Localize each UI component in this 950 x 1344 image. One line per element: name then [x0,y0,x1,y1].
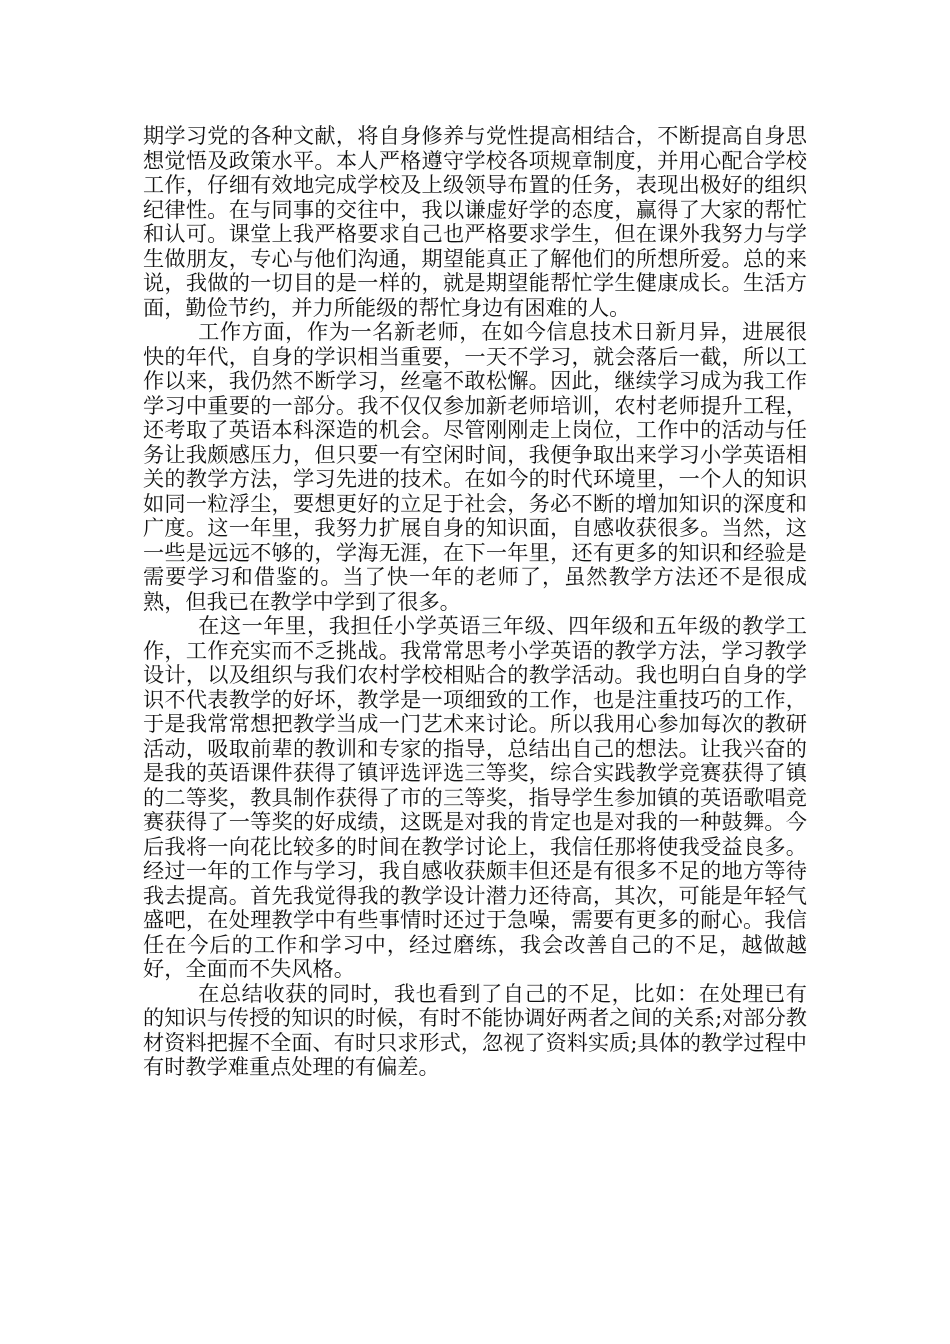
paragraph-2: 工作方面，作为一名新老师，在如今信息技术日新月异，进展很快的年代，自身的学识相当重要，一天不学习，就会落后一截，所以工作以来，我仍然不断学习，丝毫不敢松懈。因此，继续学习成为我工作学习中重要的一部分。我不仅仅参加新老师培训，农村老师提升工程，还考取了英语本科深造的机会。尽管刚刚走上岗位，工作中的活动与任务让我颇感压力，但只要一有空闲时间，我便争取出来学习小学英语相关的教学方法，学习先进的技术。在如今的时代环境里，一个人的知识如同一粒浮尘，要想更好的立足于社会，务必不断的增加知识的深度和广度。这一年里，我努力扩展自身的知识面，自感收获很多。当然，这一些是远远不够的，学海无涯，在下一年里，还有更多的知识和经验是需要学习和借鉴的。当了快一年的老师了，虽然教学方法还不是很成熟，但我已在教学中学到了很多。 [143,319,807,614]
paragraph-3: 在这一年里，我担任小学英语三年级、四年级和五年级的教学工作，工作充实而不乏挑战。我常常思考小学英语的教学方法，学习教学设计，以及组织与我们农村学校相贴合的教学活动。我也明白自身的学识不代表教学的好坏，教学是一项细致的工作，也是注重技巧的工作，于是我常常想把教学当成一门艺术来讨论。所以我用心参加每次的教研活动，吸取前辈的教训和专家的指导，总结出自己的想法。让我兴奋的是我的英语课件获得了镇评选评选三等奖，综合实践教学竞赛获得了镇的二等奖，教具制作获得了市的三等奖，指导学生参加镇的英语歌唱竞赛获得了一等奖的好成绩，这既是对我的肯定也是对我的一种鼓舞。今后我将一向花比较多的时间在教学讨论上，我信任那将使我受益良多。经过一年的工作与学习，我自感收获颇丰但还是有很多不足的地方等待我去提高。首先我觉得我的教学设计潜力还待高，其次，可能是年轻气盛吧，在处理教学中有些事情时还过于急噪，需要有更多的耐心。我信任在今后的工作和学习中，经过磨练，我会改善自己的不足，越做越好，全面而不失风格。 [143,613,807,981]
paragraph-1: 期学习党的各种文献，将自身修养与党性提高相结合，不断提高自身思想觉悟及政策水平。本人严格遵守学校各项规章制度，并用心配合学校工作，仔细有效地完成学校及上级领导布置的任务，表现出极好的组织纪律性。在与同事的交往中，我以谦虚好学的态度，赢得了大家的帮忙和认可。课堂上我严格要求自己也严格要求学生，但在课外我努力与学生做朋友，专心与他们沟通，期望能真正了解他们的所想所爱。总的来说，我做的一切目的是一样的，就是期望能帮忙学生健康成长。生活方面，勤俭节约，并力所能级的帮忙身边有困难的人。 [143,123,807,320]
paragraph-4: 在总结收获的同时，我也看到了自己的不足，比如：在处理已有的知识与传授的知识的时候，有时不能协调好两者之间的关系;对部分教材资料把握不全面、有时只求形式，忽视了资料实质;具体的教学过程中有时教学难重点处理的有偏差。 [143,980,807,1079]
document-body [143,124,807,1080]
